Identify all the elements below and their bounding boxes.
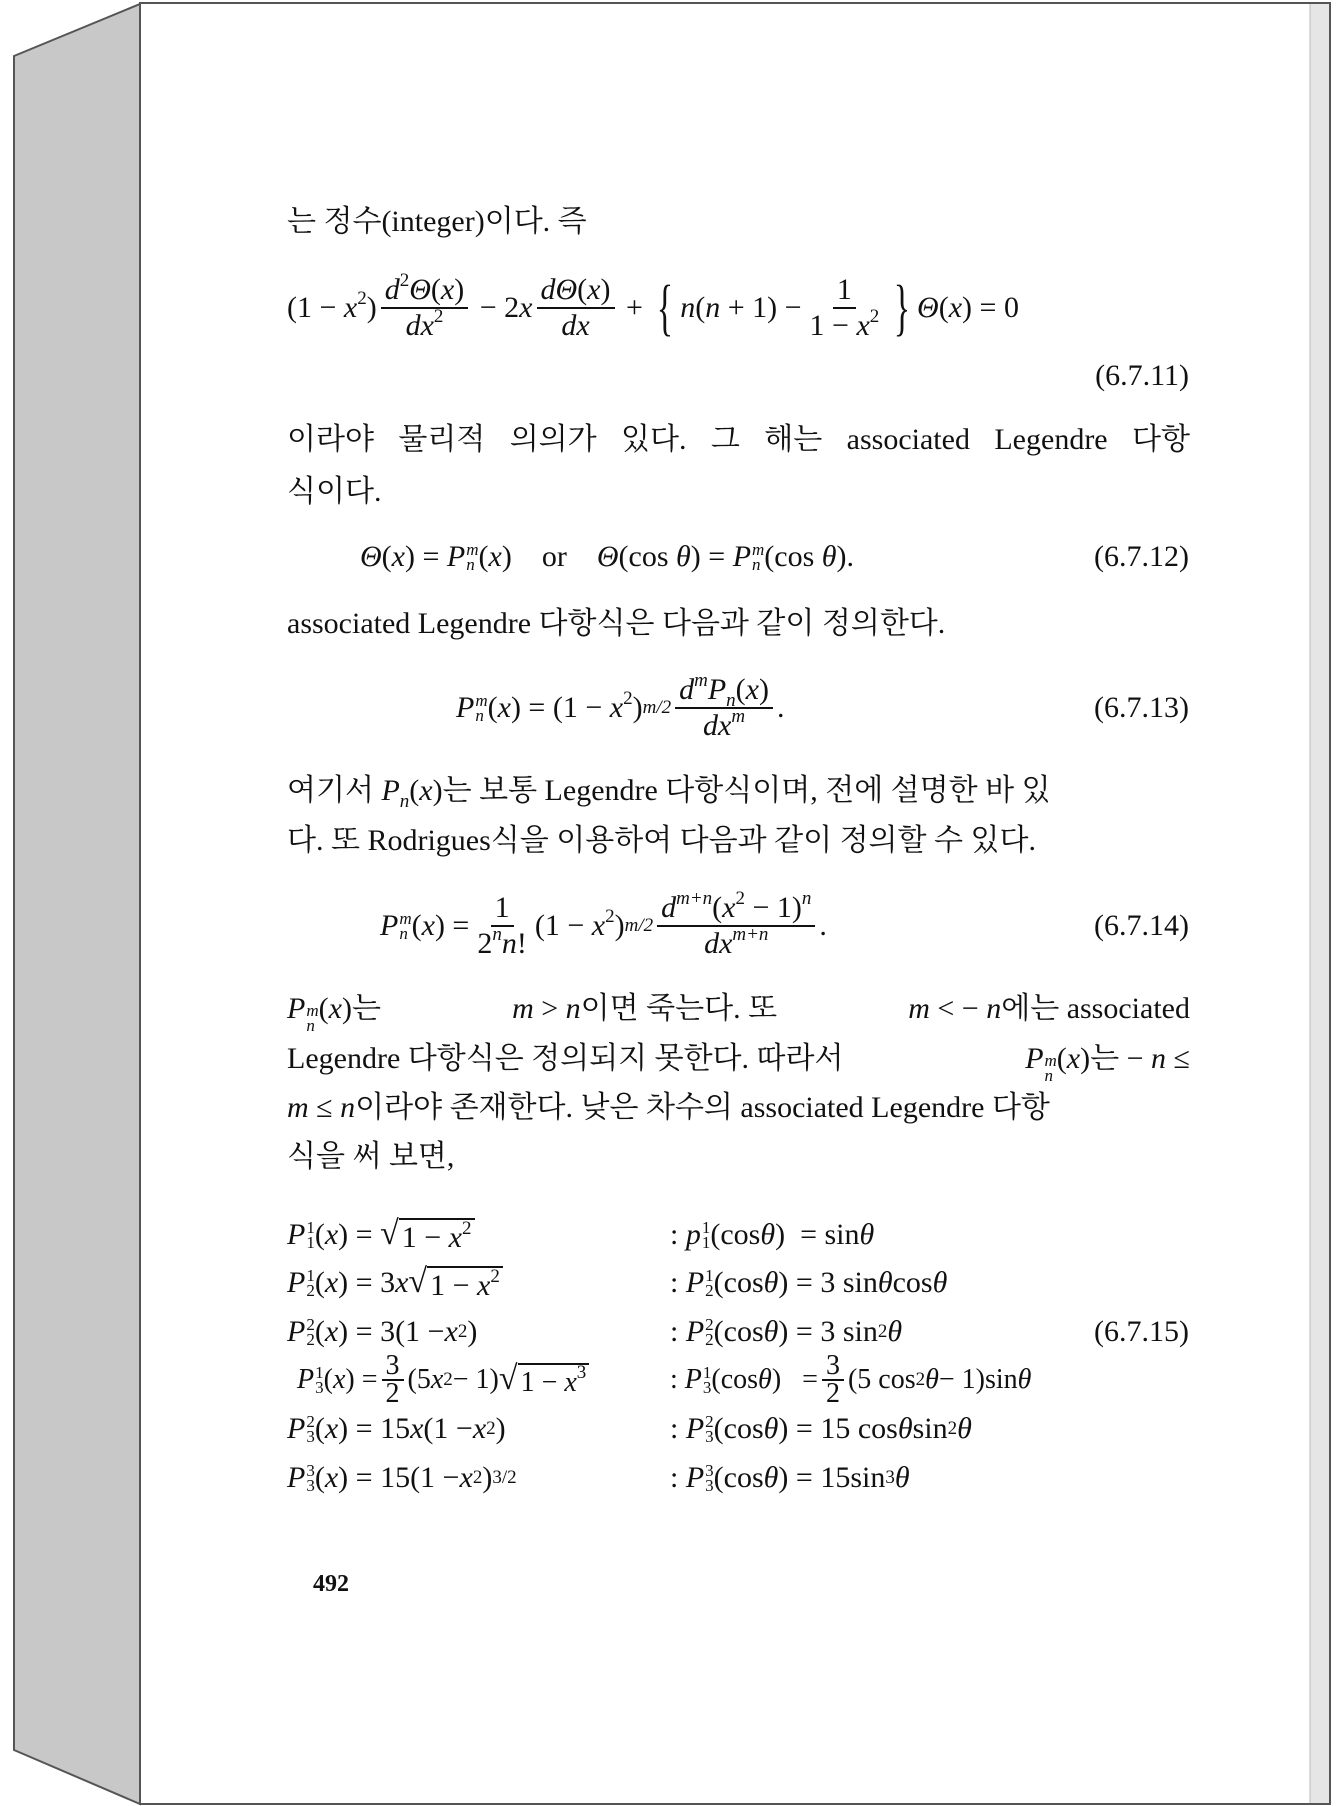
equation-6-7-12: Θ (x) = P m n (x) or Θ (cos θ) = P m n (cos θ).	[360, 533, 854, 581]
paragraph-1-line-1: 이라야 물리적 의의가 있다. 그 해는 associated Legendre 다항	[287, 423, 1190, 456]
equation-number-6-7-12: (6.7.12)	[1094, 540, 1189, 573]
page-number: 492	[313, 1571, 349, 1597]
p4-l1-a: 는	[351, 992, 381, 1025]
p4-l3-a: 이라야 존재한다. 낮은 차수의 associated Legendre 다항	[355, 1091, 1050, 1124]
equation-6-7-13: P m n $(x) = (1 - x^2)$ m/2 $\frac{d^mP_n(x)}{dx^m}$ .	[456, 670, 785, 742]
paragraph-3-line-2: 다. 또 Rodrigues식을 이용하여 다음과 같이 정의할 수 있다.	[287, 824, 1036, 857]
paragraph-3-line-1-rest: 는 보통 Legendre 다항식이며, 전에 설명한 바 있	[442, 774, 1051, 807]
paragraph-4-line-3: m ≤ n이라야 존재한다. 낮은 차수의 associated Legendre 다항	[287, 1091, 1050, 1124]
intro-line: 는 정수(integer)이다. 즉	[287, 205, 587, 238]
paragraph-4-line-1: P m n (x)는 m > n이면 죽는다. 또 m < − n에는 associated	[287, 992, 1190, 1035]
paragraph-1-line-2: 식이다.	[287, 475, 382, 508]
paragraph-3-line-1: 여기서 $P_n(x)$는 보통 Legendre 다항식이며, 전에 설명한 바 있	[287, 774, 1051, 812]
p4-l2-b: 는	[1090, 1042, 1120, 1075]
paragraph-4-line-2: Legendre 다항식은 정의되지 못한다. 따라서 P m n (x)는 − n ≤	[287, 1035, 1190, 1083]
equation-number-6-7-13: (6.7.13)	[1094, 691, 1189, 724]
or-connector: or	[541, 540, 567, 573]
equation-number-6-7-15: (6.7.15)	[1094, 1315, 1189, 1348]
p4-l1-c: 에는 associated	[1001, 992, 1190, 1025]
page-body: 는 정수(integer)이다. 즉 $(1 - x^2)$ $\frac{d^2\Theta(x)}{dx^2}$ − 2x $\frac{d\Theta(x)}{dx}$ + { n(n + 1) − $\frac{1}{1 - x^2}$ } Θ(x) = 0 (6.7.11) 이라야 물리적 의의가 있다. 그 해는 associated Legendre 다항 식이다. Θ (x) = P m n (x) or Θ (cos θ) = P m n (cos θ). (6.7.12) associated Legendre 다항식은 다음과 같이 정의한다. P m n $(x) = (1 - x^2)$ m/2 $\frac{d^mP_n(x)}{dx^m}$ . (6.7.13) 여기서 $P_n(x)$는 보통 Legendre 다항식이며, 전에 설명한 바 있 다. 또 Rodrigues식을 이용하여 다음과 같이 정의할 수 있다. P m n (x) = $\frac{1}{2^nn!}$ $(1 - x^2)$ m/2 $\frac{d^{m+n}(x^2 - 1)^n}{dx^{m+n}}$ . (6.7.14) P m n (x)는 m > n이면 죽는다. 또 m < − n에는 associated Legendre 다항식은 정의되지 못한다. 따라서 P m n (x)는 − n ≤ m ≤ n이라야 존재한다. 낮은 차수의 associated Legendre 다항 식을 써 보면, P 1 1 ( x ) = √ $1 - x^2$ : p 1 1 (cos θ ) = sin θ P 1 2 ( x ) = 3 x √ $1 - x^2$ : P 1 2 (cos θ ) = 3 sin θ cos θ P 2 2 ( x ) = 3(1 − x 2 ) : P 2 2 (cos θ ) = 3 sin 2 θ (6.7.15) P 1 3 ( x ) = $\frac{3}{2}$ (5 x 2 − 1) √ $1 - x^3$ : P 1 3 (cos θ ) = $\frac{3}{2}$ (5 cos 2 θ − 1)sin θ P 2 3 ( x ) = 15 x (1 − x 2 ) : P 2 3 (cos θ ) = 15 cos θ sin 2 θ P 3 3 ( x ) = 15(1 − x 2 ) 3/2 : P 3 3 (cos θ ) = 15sin 3 θ 492	[0, 0, 1339, 1806]
paragraph-2-line-1: associated Legendre 다항식은 다음과 같이 정의한다.	[287, 607, 946, 640]
equation-number-6-7-14: (6.7.14)	[1094, 909, 1189, 942]
p4-l2-a: Legendre 다항식은 정의되지 못한다. 따라서	[287, 1042, 844, 1075]
equation-number-6-7-11: (6.7.11)	[1095, 359, 1189, 392]
equation-6-7-11: $(1 - x^2)$ $\frac{d^2\Theta(x)}{dx^2}$ − 2x $\frac{d\Theta(x)}{dx}$ + { n(n + 1) − $\frac{1}{1 - x^2}$ } Θ(x) = 0	[287, 270, 1019, 342]
p4-l1-b: 이면 죽는다. 또	[580, 992, 778, 1025]
paragraph-3-line-1-start: 여기서	[287, 774, 382, 807]
paragraph-4-line-4: 식을 써 보면,	[287, 1140, 455, 1173]
equation-6-7-14: P m n (x) = $\frac{1}{2^nn!}$ $(1 - x^2)$ m/2 $\frac{d^{m+n}(x^2 - 1)^n}{dx^{m+n}}$ .	[380, 888, 827, 960]
